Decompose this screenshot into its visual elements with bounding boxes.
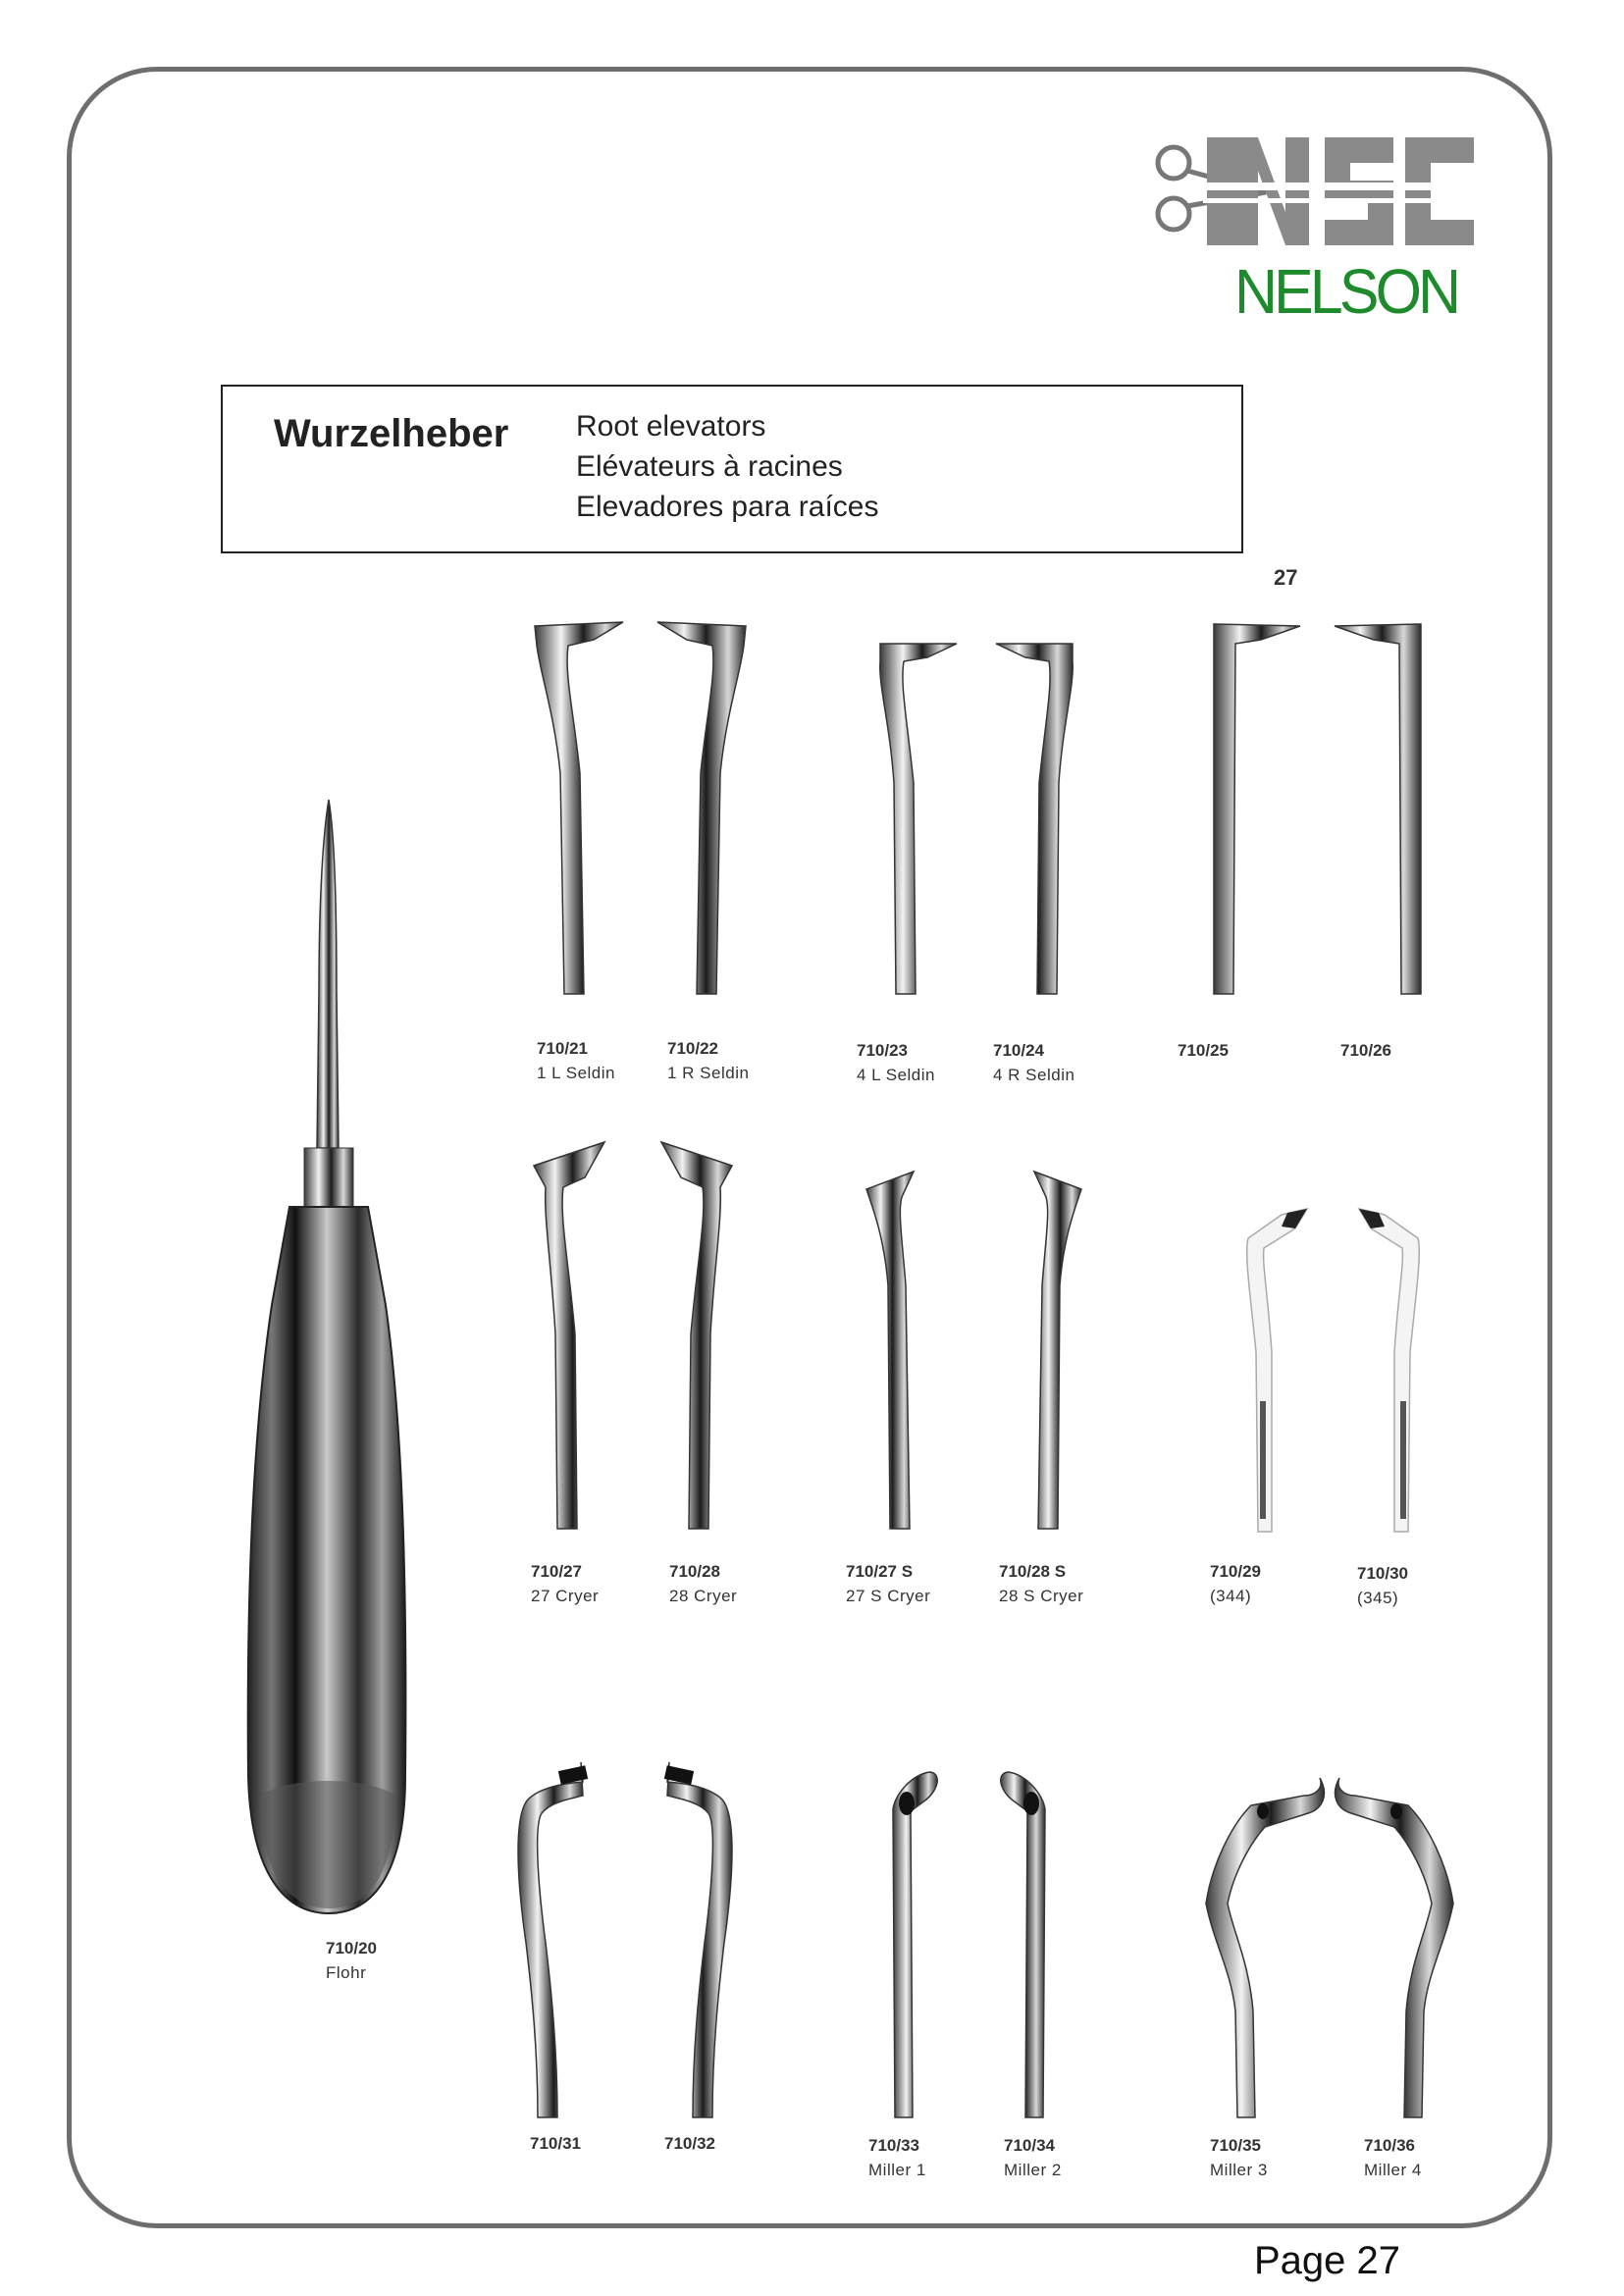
instrument-code: 710/25	[1178, 1041, 1229, 1060]
instrument-name: Miller 3	[1210, 2161, 1268, 2179]
instrument-710-32-image	[640, 1756, 748, 2124]
instrument-code: 710/29	[1210, 1562, 1261, 1581]
instrument-710-20-image	[221, 795, 427, 1923]
instrument-710-26-image	[1325, 618, 1433, 1001]
instrument-710-28-image	[648, 1138, 736, 1536]
instrument-name: 27 S Cryer	[846, 1587, 931, 1605]
page-footer-number: Page 27	[1254, 2239, 1401, 2282]
instrument-710-22-image	[648, 616, 756, 1001]
instrument-710-22-label	[667, 1036, 749, 1085]
instrument-code: 710/23	[857, 1041, 908, 1060]
title-french: Elévateurs à racines	[576, 450, 843, 483]
instrument-710-27-image	[530, 1138, 618, 1536]
instrument-name: 4 L Seldin	[857, 1066, 935, 1084]
instrument-name: Miller 4	[1364, 2161, 1422, 2179]
nsc-scissors-logo-icon	[1148, 124, 1482, 261]
instrument-710-29-image	[1238, 1205, 1317, 1539]
instrument-code: 710/26	[1340, 1041, 1391, 1060]
instrument-710-28s-label	[999, 1559, 1083, 1608]
instrument-710-24-label	[993, 1038, 1074, 1087]
instrument-name: 28 S Cryer	[999, 1587, 1084, 1605]
instrument-code: 710/27	[531, 1562, 582, 1581]
instrument-710-21-image	[525, 616, 633, 1001]
instrument-name: (344)	[1210, 1587, 1252, 1605]
instrument-code: 710/21	[537, 1039, 588, 1058]
instrument-710-28-label	[669, 1559, 737, 1608]
instrument-710-21-label	[537, 1036, 615, 1085]
instrument-710-27s-label	[846, 1559, 930, 1608]
title-english: Root elevators	[576, 410, 766, 443]
instrument-name: Miller 2	[1004, 2161, 1062, 2179]
instrument-code: 710/24	[993, 1041, 1044, 1060]
instrument-710-36-image	[1330, 1766, 1467, 2124]
instrument-710-25-image	[1202, 618, 1310, 1001]
instrument-code: 710/30	[1357, 1564, 1408, 1583]
instrument-710-30-image	[1349, 1205, 1428, 1539]
instrument-710-23-label	[857, 1038, 935, 1087]
instrument-710-35-label	[1210, 2133, 1268, 2182]
instrument-code: 710/31	[530, 2134, 581, 2153]
instrument-710-23-image	[868, 636, 967, 1001]
title-german: Wurzelheber	[274, 412, 509, 455]
instrument-name: Miller 1	[868, 2161, 926, 2179]
instrument-code: 710/32	[664, 2134, 715, 2153]
instrument-code: 710/28	[669, 1562, 720, 1581]
instrument-code: 710/35	[1210, 2136, 1261, 2155]
instrument-710-33-image	[873, 1766, 952, 2124]
instrument-name: 27 Cryer	[531, 1587, 600, 1605]
nelson-wordmark: NELSON	[1234, 256, 1458, 327]
instrument-name: Flohr	[326, 1963, 367, 1982]
instrument-name: 1 L Seldin	[537, 1064, 615, 1082]
instrument-code: 710/20	[326, 1939, 377, 1957]
instrument-710-30-label	[1357, 1561, 1408, 1610]
instrument-710-36-label	[1364, 2133, 1422, 2182]
instrument-code: 710/34	[1004, 2136, 1055, 2155]
instrument-710-28s-image	[1001, 1168, 1089, 1536]
instrument-710-27-label	[531, 1559, 599, 1608]
title-spanish: Elevadores para raíces	[576, 491, 879, 523]
instrument-code: 710/27 S	[846, 1562, 914, 1581]
instrument-710-34-label	[1004, 2133, 1062, 2182]
instrument-710-34-image	[986, 1766, 1065, 2124]
instrument-710-24-image	[986, 636, 1084, 1001]
instrument-710-33-label	[868, 2133, 926, 2182]
instrument-code: 710/28 S	[999, 1562, 1067, 1581]
instrument-710-25-label	[1178, 1038, 1229, 1063]
instrument-name: (345)	[1357, 1589, 1399, 1607]
instrument-710-27s-image	[859, 1168, 947, 1536]
instrument-code: 710/22	[667, 1039, 718, 1058]
instrument-710-31-label	[530, 2131, 581, 2156]
instrument-710-31-image	[502, 1756, 610, 2124]
instrument-name: 28 Cryer	[669, 1587, 738, 1605]
catalog-page-number: 27	[1274, 565, 1298, 590]
instrument-710-26-label	[1340, 1038, 1391, 1063]
instrument-710-29-label	[1210, 1559, 1261, 1608]
instrument-name: 1 R Seldin	[667, 1064, 750, 1082]
nelson-logo	[1148, 124, 1482, 330]
title-box	[221, 385, 1243, 553]
instrument-710-35-image	[1192, 1766, 1330, 2124]
instrument-code: 710/36	[1364, 2136, 1415, 2155]
instrument-name: 4 R Seldin	[993, 1066, 1075, 1084]
instrument-710-20-label	[326, 1936, 377, 1985]
instrument-710-32-label	[664, 2131, 715, 2156]
instrument-code: 710/33	[868, 2136, 919, 2155]
